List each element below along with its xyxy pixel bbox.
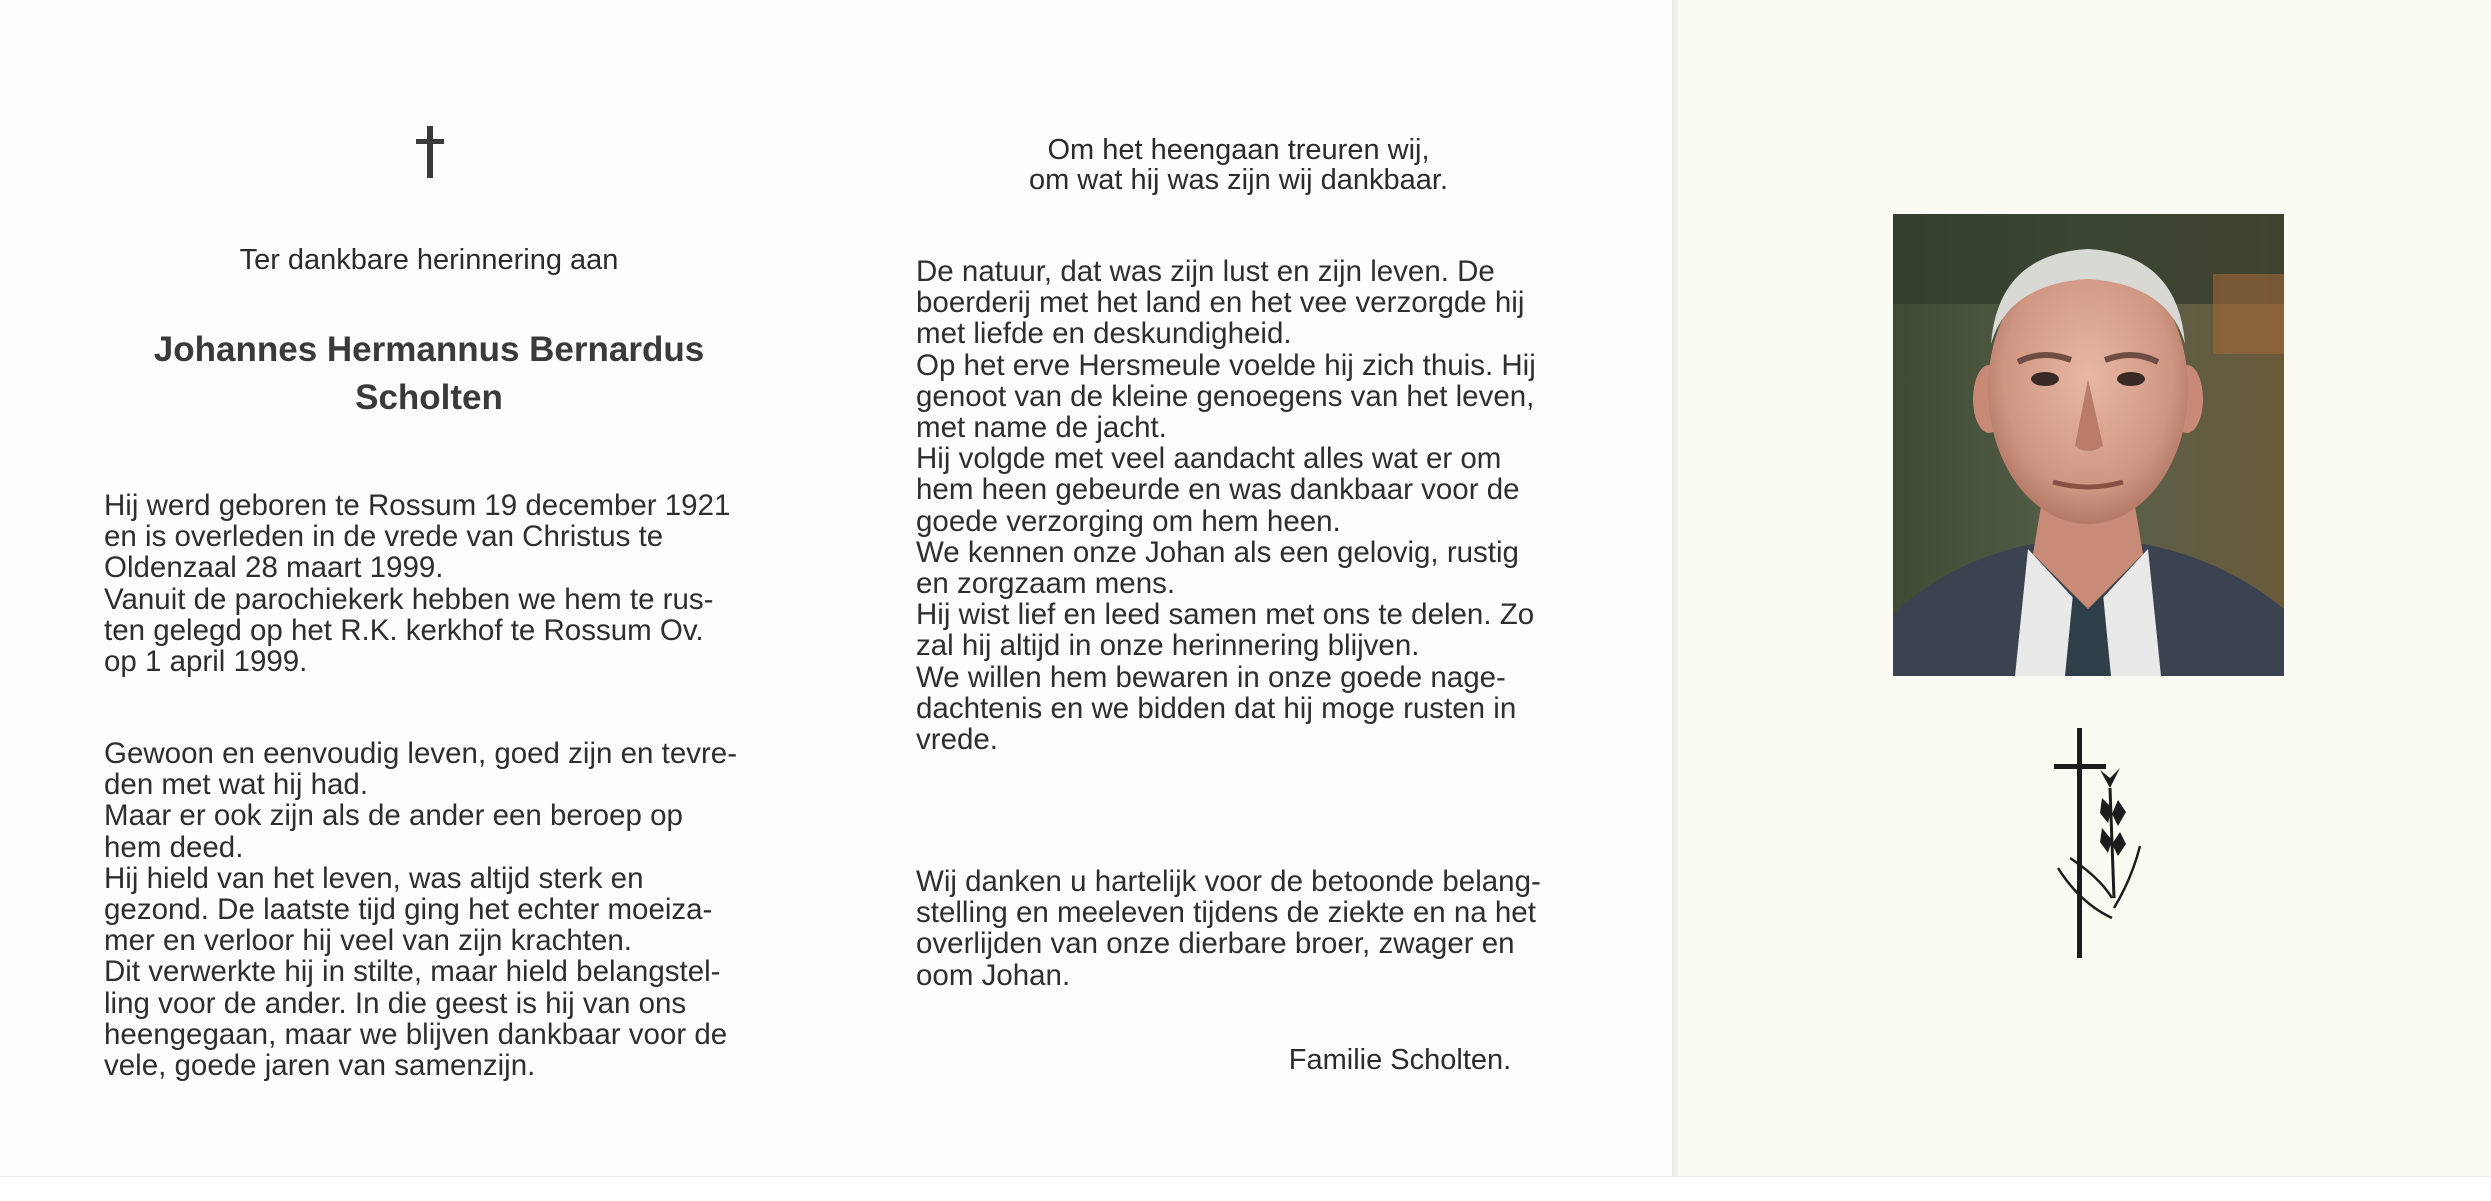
motto-line-2: om wat hij was zijn wij dankbaar. xyxy=(1028,164,1449,196)
text-line: en zorgzaam mens. xyxy=(916,567,1176,601)
dedication-text: Ter dankbare herinnering aan xyxy=(239,244,619,276)
text-line: met name de jacht. xyxy=(916,411,1167,445)
text-line: Dit verwerkte hij in stilte, maar hield belangstel- xyxy=(104,955,721,989)
text-line: heengegaan, maar we blijven dankbaar voor de xyxy=(104,1017,728,1051)
text-line: Hij werd geboren te Rossum 19 december 1921 xyxy=(104,489,731,522)
text-line: We willen hem bewaren in onze goede nage- xyxy=(916,660,1506,694)
text-line: Hij volgde met veel aandacht alles wat er om xyxy=(916,442,1502,476)
text-line: vele, goede jaren van samenzijn. xyxy=(104,1049,536,1083)
tribute-paragraph xyxy=(104,738,752,1081)
text-line: ten gelegd op het R.K. kerkhof te Rossum Ov. xyxy=(104,613,704,647)
text-line: hem heen gebeurde en was dankbaar voor de xyxy=(916,473,1520,507)
text-line: goede verzorging om hem heen. xyxy=(916,504,1341,538)
text-line: oom Johan. xyxy=(916,958,1071,992)
text-line: zal hij altijd in onze herinnering blijven. xyxy=(916,629,1420,663)
text-line: overlijden van onze dierbare broer, zwager en xyxy=(916,927,1515,961)
text-line: met liefde en deskundigheid. xyxy=(916,317,1292,351)
thanks-paragraph xyxy=(916,866,1560,991)
text-line: Gewoon en eenvoudig leven, goed zijn en tevre- xyxy=(104,737,738,770)
family-signature: Familie Scholten. xyxy=(1288,1044,1512,1076)
deceased-name xyxy=(104,326,754,422)
text-line: vrede. xyxy=(916,723,998,757)
biography-paragraph xyxy=(104,490,752,677)
text-line: genoot van de kleine genoegens van het leven, xyxy=(916,379,1535,413)
portrait-photo xyxy=(1893,214,2284,676)
text-line: ling voor de ander. In die geest is hij van ons xyxy=(104,986,687,1020)
text-line: stelling en meeleven tijdens de ziekte en na het xyxy=(916,896,1536,930)
life-paragraph xyxy=(916,256,1560,755)
name-line-2: Scholten xyxy=(355,378,503,417)
text-line: boerderij met het land en het vee verzorgde hij xyxy=(916,286,1525,320)
text-line: Hij hield van het leven, was altijd sterk en xyxy=(104,861,644,895)
text-line: Op het erve Hersmeule voelde hij zich thuis. Hij xyxy=(916,348,1536,382)
text-line: We kennen onze Johan als een gelovig, rustig xyxy=(916,535,1519,569)
text-line: Wij danken u hartelijk voor de betoonde belang- xyxy=(916,865,1541,898)
text-line: mer en verloor hij veel van zijn krachten. xyxy=(104,924,632,958)
text-line: hem deed. xyxy=(104,830,244,864)
motto-line-1: Om het heengaan treuren wij, xyxy=(1047,134,1430,166)
cross-with-wheat-icon xyxy=(2040,728,2150,958)
latin-cross-icon xyxy=(410,122,450,182)
text-line: dachtenis en we bidden dat hij moge rusten in xyxy=(916,691,1517,725)
text-line: Hij wist lief en leed samen met ons te delen. Zo xyxy=(916,598,1535,632)
text-line: De natuur, dat was zijn lust en zijn leven. De xyxy=(916,255,1495,288)
text-line: Vanuit de parochiekerk hebben we hem te rus- xyxy=(104,582,714,616)
text-line: op 1 april 1999. xyxy=(104,645,308,679)
text-line: den met wat hij had. xyxy=(104,768,369,802)
card-bottom-edge xyxy=(0,1176,2491,1201)
name-line-1: Johannes Hermannus Bernardus xyxy=(153,330,705,369)
text-line: Maar er ook zijn als de ander een beroep op xyxy=(104,799,683,833)
text-line: gezond. De laatste tijd ging het echter moeiza- xyxy=(104,893,713,927)
text-line: Oldenzaal 28 maart 1999. xyxy=(104,551,444,585)
text-line: en is overleden in de vrede van Christus te xyxy=(104,520,664,554)
